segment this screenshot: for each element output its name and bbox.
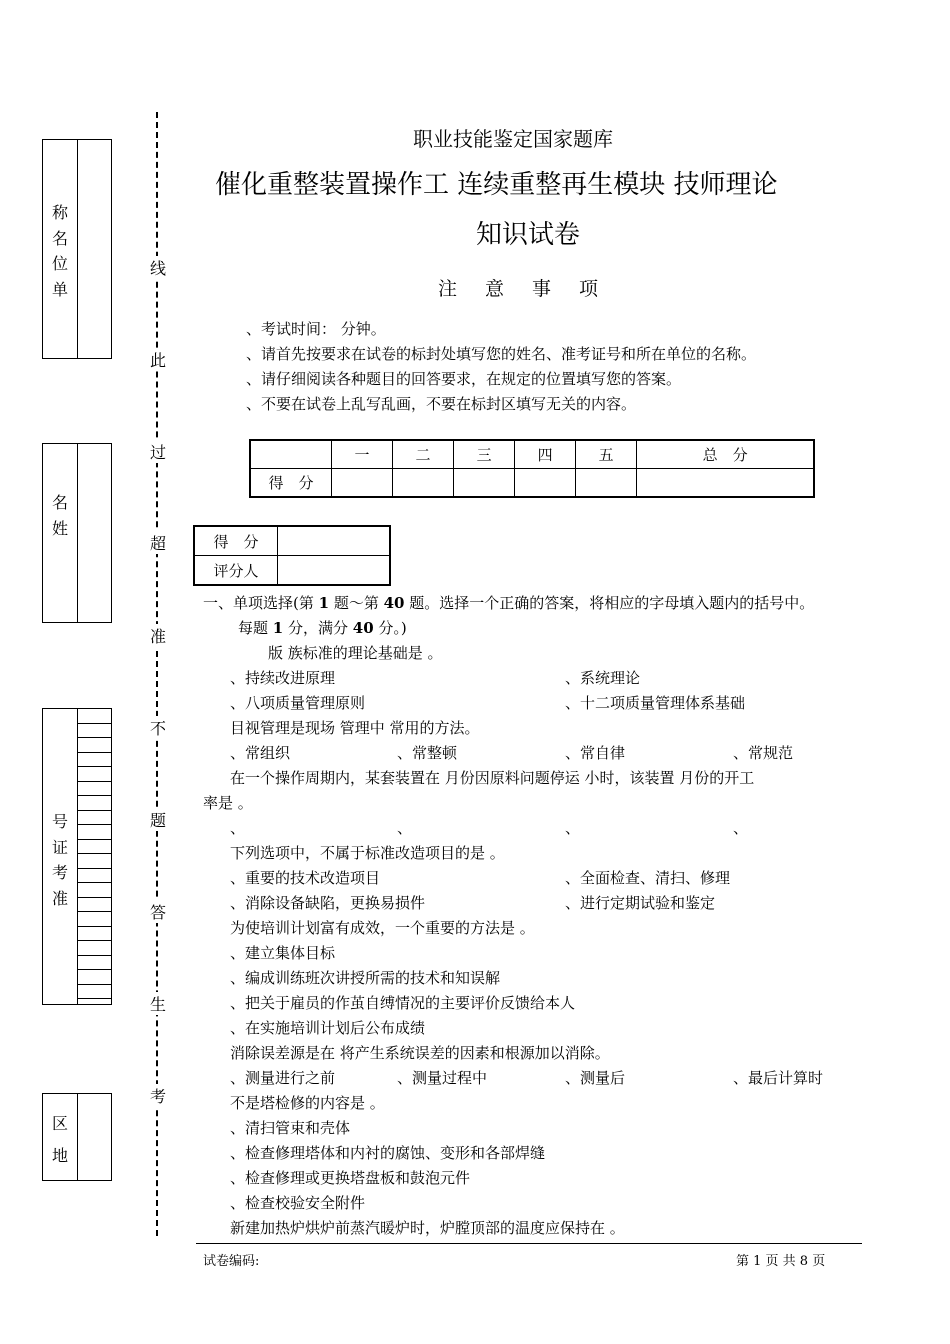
grader-table [193, 525, 391, 586]
notice-item: 、不要在试卷上乱写乱画，不要在标封区填写无关的内容。 [246, 395, 637, 413]
score-row-label: 得 分 [250, 469, 332, 498]
name-label: 名 姓 [51, 493, 68, 538]
exam-title-line1: 催化重整装置操作工 连续重整再生模块 技师理论 [215, 170, 778, 200]
question-stem: 不是塔检修的内容是 。 [230, 1094, 385, 1112]
cut-line-char: 过 [150, 440, 166, 463]
option: 、建立集体目标 [230, 944, 336, 962]
cut-line-char: 生 [150, 992, 166, 1015]
score-cell[interactable] [515, 469, 576, 498]
notice-item: 、请仔细阅读各种题目的回答要求，在规定的位置填写您的答案。 [246, 370, 682, 388]
option: 、 [397, 819, 413, 837]
option: 、持续改进原理 [230, 669, 336, 687]
option: 、测量过程中 [397, 1069, 488, 1087]
notice-heading: 注意事项 [438, 278, 627, 300]
option: 、检查校验安全附件 [230, 1194, 366, 1212]
exam-code-label: 试卷编码: [203, 1254, 260, 1269]
cut-line-char: 考 [150, 1084, 166, 1107]
exam-id-label: 号 证 考 准 [51, 812, 68, 908]
option: 、最后计算时 [733, 1069, 824, 1087]
option: 、常规范 [733, 744, 794, 762]
score-cell[interactable] [393, 469, 454, 498]
option: 、进行定期试验和鉴定 [565, 894, 716, 912]
question-stem: 消除误差源是在 将产生系统误差的因素和根源加以消除。 [230, 1044, 610, 1062]
question-stem: 在一个操作周期内，某套装置在 月份因原料问题停运 小时，该装置 月份的开工 [230, 769, 755, 787]
region-box [42, 1093, 112, 1181]
score-header-cell: 总 分 [637, 440, 814, 469]
option: 、消除设备缺陷，更换易损件 [230, 894, 426, 912]
question-stem: 版 族标准的理论基础是 。 [268, 644, 443, 662]
option: 、常组织 [230, 744, 291, 762]
score-header-cell: 三 [454, 440, 515, 469]
option: 、常自律 [565, 744, 626, 762]
grader-score-cell[interactable] [278, 526, 391, 556]
cut-line-char: 答 [150, 900, 166, 923]
cut-line-char: 准 [150, 624, 166, 647]
option: 、在实施培训计划后公布成绩 [230, 1019, 426, 1037]
question-stem: 为使培训计划富有成效，一个重要的方法是 。 [230, 919, 535, 937]
score-cell[interactable] [637, 469, 814, 498]
exam-id-box [42, 708, 112, 1005]
section-heading: 一、单项选择(第 1 题～第 40 题。选择一个正确的答案，将相应的字母填入题内的括号中。 [203, 594, 815, 612]
score-header-cell: 一 [332, 440, 393, 469]
question-stem: 下列选项中，不属于标准改造项目的是 。 [230, 844, 505, 862]
option: 、 [565, 819, 581, 837]
question-stem: 新建加热炉烘炉前蒸汽暖炉时，炉膛顶部的温度应保持在 。 [230, 1219, 625, 1237]
page-number: 第 1 页 共 8 页 [736, 1254, 826, 1269]
score-cell[interactable] [454, 469, 515, 498]
unit-name-box [42, 139, 112, 359]
question-bank-title: 职业技能鉴定国家题库 [413, 127, 613, 151]
option: 、把关于雇员的作茧自缚情况的主要评价反馈给本人 [230, 994, 576, 1012]
option: 、重要的技术改造项目 [230, 869, 381, 887]
option: 、测量进行之前 [230, 1069, 336, 1087]
option: 、编成训练班次讲授所需的技术和知误解 [230, 969, 501, 987]
score-header-cell: 二 [393, 440, 454, 469]
notice-item: 、考试时间： 分钟。 [246, 320, 386, 338]
exam-title-line2: 知识试卷 [476, 220, 581, 250]
grader-score-label: 得 分 [194, 526, 278, 556]
section-heading-2: 每题 1 分，满分 40 分。) [238, 619, 407, 637]
option: 、检查修理塔体和内衬的腐蚀、变形和各部焊缝 [230, 1144, 546, 1162]
score-cell[interactable] [332, 469, 393, 498]
score-header-cell: 五 [576, 440, 637, 469]
option: 、全面检查、清扫、修理 [565, 869, 731, 887]
region-label: 区 地 [51, 1114, 68, 1165]
option: 、 [733, 819, 749, 837]
option: 、测量后 [565, 1069, 626, 1087]
option: 、十二项质量管理体系基础 [565, 694, 746, 712]
score-header-cell [250, 440, 332, 469]
cut-line-char: 题 [150, 808, 166, 831]
score-header-cell: 四 [515, 440, 576, 469]
cut-line-char: 线 [150, 256, 166, 279]
unit-name-label: 称 名 位 单 [51, 203, 68, 299]
score-cell[interactable] [576, 469, 637, 498]
option: 、检查修理或更换塔盘板和鼓泡元件 [230, 1169, 471, 1187]
binding-cut-line [156, 112, 158, 1236]
grader-name-label: 评分人 [194, 556, 278, 586]
option: 、 [230, 819, 246, 837]
notice-item: 、请首先按要求在试卷的标封处填写您的姓名、准考证号和所在单位的名称。 [246, 345, 757, 363]
cut-line-char: 不 [150, 716, 166, 739]
cut-line-char: 此 [150, 348, 166, 371]
question-stem: 目视管理是现场 管理中 常用的方法。 [230, 719, 480, 737]
question-stem-cont: 率是 。 [203, 794, 253, 812]
score-table [249, 439, 815, 498]
option: 、系统理论 [565, 669, 641, 687]
option: 、清扫管束和壳体 [230, 1119, 351, 1137]
name-box [42, 443, 112, 623]
option: 、八项质量管理原则 [230, 694, 366, 712]
option: 、常整顿 [397, 744, 458, 762]
cut-line-char: 超 [150, 531, 166, 554]
footer-rule [196, 1243, 862, 1244]
grader-name-cell[interactable] [278, 556, 391, 586]
